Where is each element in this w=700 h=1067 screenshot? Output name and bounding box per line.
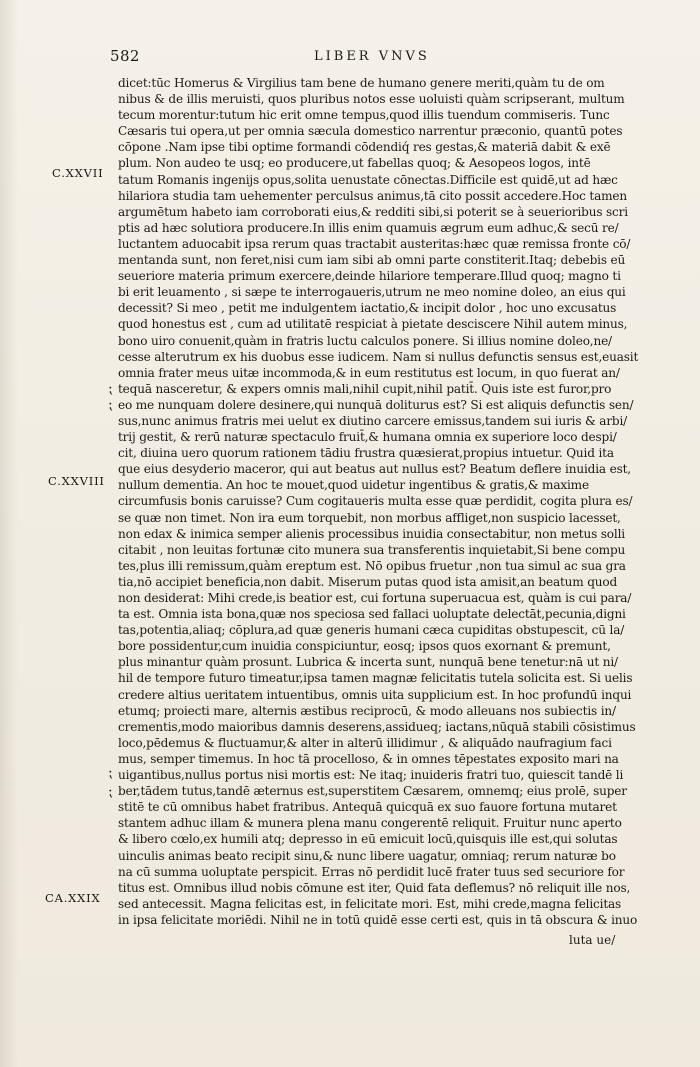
margin-chapter-note: CA.XXIX (45, 891, 101, 905)
text-line: ta est. Omnia ista bona,quæ nos speciosa sed fallaci uoluptate delectāt,pecunia,digni (118, 607, 626, 622)
text-line: non edax & inimica semper alienis processibus inuidia consectabitur, non metus solli (118, 526, 625, 541)
text-line: tes,plus illi remissum,quàm ereptum est. Nō opibus fruetur ,non tua simul ac sua gra (118, 558, 626, 573)
text-line: cit, diuina uero quorum rationem tādiu frustra quæsierat,propius intuetur. Quid ita (118, 446, 614, 461)
text-line: nullum dementia. An hoc te mouet,quod uidetur ingentibus & gratis,& maxime (118, 478, 589, 493)
text-line: circumfusis bonis caruisse? Cum cogitaueris multa esse quæ perdidit, cogita plura es/ (118, 494, 633, 509)
running-head: LIBER VNVS (314, 49, 430, 64)
text-line: loco,pēdemus & fluctuamur,& alter in alterū illidimur , & aliquādo naufragium faci (118, 735, 612, 750)
text-line: hilariora studia tam uehementer perculsus animus,tā cito possit accedere.Hoc tamen (118, 188, 627, 203)
text-line: uinculis animas beato recipit sinu,& nunc libere uagatur, omniaq; rerum naturæ bo (118, 848, 616, 863)
text-line: tia,nō accipiet beneficia,non dabit. Miserum putas quod ista amisit,an beatum quod (118, 574, 618, 589)
text-line: bi erit leuamento , si sæpe te interrogaueris,utrum ne meo nomine doleo, an eius qui (118, 285, 626, 300)
text-line: citabit , non leuitas fortunæ cito munera sua transferentis inquietabit,Si bene compu (118, 542, 626, 557)
text-line: cesse alterutrum ex his duobus esse iudicem. Nam si nullus defunctis sensus est,euasit (118, 349, 639, 364)
text-line: tatum Romanis ingenijs opus,solita uenustate cōnectas.Difficile est quidē,ut ad hæc (118, 172, 618, 187)
text-line: mentanda sunt, non feret,nisi cum iam sibi ab omni parte constiterit.Itaq; debebis eū (118, 253, 626, 268)
margin-chapter-note: C.XXVIII (48, 474, 105, 488)
text-line: titus est. Omnibus illud nobis cōmune est iter, Quid fata deflemus? nō reliquit ille nos, (118, 880, 631, 895)
catchword: luta ue/ (569, 933, 616, 947)
text-line: luctantem aduocabit ipsa rerum quas tractabit austeritas:hæc quæ remissa fronte cō/ (118, 236, 631, 251)
text-line: dicet:tūc Homerus & Virgilius tam bene de humano genere meriti,quàm tu de om (118, 76, 605, 90)
text-line: hil de tempore futuro timeatur,ipsa tamen magnæ felicitatis tutela solicita est. Si uelis (118, 671, 633, 686)
text-line: na cū summa uoluptate perspicit. Erras nō perdidit lucē frater tuus sed securiore for (118, 864, 625, 879)
margin-mark: ⁏ (108, 784, 113, 800)
text-line: non desiderat: Mihi crede,is beatior est, cui fortuna superuacua est, quàm is cui para/ (118, 591, 632, 605)
text-line: omnia frater meus uitæ incommoda,& in eum restitutus est locum, in quo fuerat an/ (118, 365, 620, 380)
text-line: tas,potentia,aliaq; cōplura,ad quæ generis humani cæca cupiditas obstupescit, cū la/ (118, 623, 625, 638)
margin-mark: ⁏ (108, 765, 113, 781)
text-line: seueriore materia primum exercere,deinde hilariore temperare.Illud quoq; magno ti (118, 269, 621, 284)
text-line: credere altius ueritatem intuentibus, omnis uita supplicium est. In hoc profundū inqui (118, 687, 632, 702)
text-line: quod honestus est , cum ad utilitatē respiciat à pietate desciscere Nihil autem minus, (118, 317, 628, 332)
text-line: stitē te cū omnibus habet fratribus. Antequā quicquā ex suo fauore fortuna mutaret (118, 800, 617, 815)
main-text-block (118, 75, 648, 928)
text-line: bono uiro conuenit,quàm in fratris luctu calculos ponere. Si illius nomine doleo,ne/ (118, 333, 612, 348)
text-line: in ipsa felicitate moriēdi. Nihil ne in totū quidē esse certi est, quis in tā obscura & inuo (118, 912, 638, 927)
text-line: mus, semper timemus. In hoc tā procelloso, & in omnes tēpestates exposito mari na (118, 751, 619, 766)
margin-mark: ⁏ (108, 397, 113, 413)
text-line: se quæ non timet. Non ira eum torquebit, non morbus affliget,non suspicio lacesset, (118, 510, 621, 525)
text-line: uigantibus,nullus portus nisi mortis est: Ne itaq; inuideris fratri tuo, quiescit tandē li (118, 768, 624, 783)
page-number: 582 (110, 47, 140, 65)
text-line: sed antecessit. Magna felicitas est, in felicitate mori. Est, mihi crede,magna felicitas (118, 896, 622, 911)
text-line: tequā nasceretur, & expers omnis mali,nihil cupit,nihil patit̄. Quis iste est furor,pro (118, 381, 612, 396)
text-line: decessit? Si meo , petit me indulgentem iactatio,& incipit dolor , hoc uno excusatus (118, 301, 617, 316)
text-line: tecum morentur:tutum hic erit omne tempus,quod illis tuendum commiseris. Tunc (118, 108, 610, 123)
text-line: plus minantur quàm prosunt. Lubrica & incerta sunt, nunquā bene tenetur:nā ut ni/ (118, 655, 618, 670)
text-line: etumq; proiecti mare, alternis æstibus reciprocū, & modo alleuans nos subiectis in/ (118, 703, 616, 718)
text-line: sus,nunc animus fratris mei uelut ex diutino carcere emissus,tandem sui iuris & arbi/ (118, 413, 628, 428)
text-line: trij gestit, & rerū naturæ spectaculo fruit̄,& humana omnia ex superiore loco despi/ (118, 430, 617, 445)
text-line: plum. Non audeo te usq; eo producere,ut fabellas quoq; & Aesopeos logos, intē (118, 156, 591, 171)
text-line: ptis ad hæc solutiora producere.In illis enim quamuis ægrum eum adhuc,& secū re/ (118, 220, 619, 235)
text-line: argumētum habeto iam corroborati eius,& redditi sibi,si poterit se à seuerioribus scri (118, 204, 628, 219)
text-line: Cæsaris tui opera,ut per omnia sæcula domestico narrentur præconio, quantū potes (118, 124, 623, 139)
text-line: nibus & de illis meruisti, quos pluribus notos esse uoluisti quàm scripserant, multum (118, 92, 625, 107)
text-line: ber,tādem tutus,tandē æternus est,superstitem Cæsarem, omnemq; eius prolē, super (118, 784, 627, 799)
gutter-shadow (0, 0, 18, 1067)
text-line: & libero cœlo,ex humili atq; depresso in eū emicuit locū,quisquis ille est,qui solutas (118, 832, 618, 847)
text-line: eo me nunquam dolere desinere,qui nunquā doliturus est? Si est aliquis defunctis sen/ (118, 397, 634, 412)
text-line: bore possidentur,cum inuidia conspiciuntur, eosq; ipsos quos exornant & premunt, (118, 639, 611, 654)
margin-mark: ⁏ (108, 381, 113, 397)
text-line: cōpone .Nam ipse tibi optime formandi cōdendiq́ res gestas,& materiā dabit & exē (118, 140, 611, 155)
text-line: stantem adhuc illam & munera plena manu congerentē reliquit. Fruitur nunc aperto (118, 816, 622, 831)
margin-chapter-note: C.XXVII (52, 166, 104, 180)
text-line: crementis,modo maioribus damnis deserens,assidueq; iactans,nūquā stabili cōsistimus (118, 719, 636, 734)
text-line: que eius desyderio maceror, qui aut beatus aut nullus est? Beatum deflere inuidia est, (118, 462, 631, 477)
